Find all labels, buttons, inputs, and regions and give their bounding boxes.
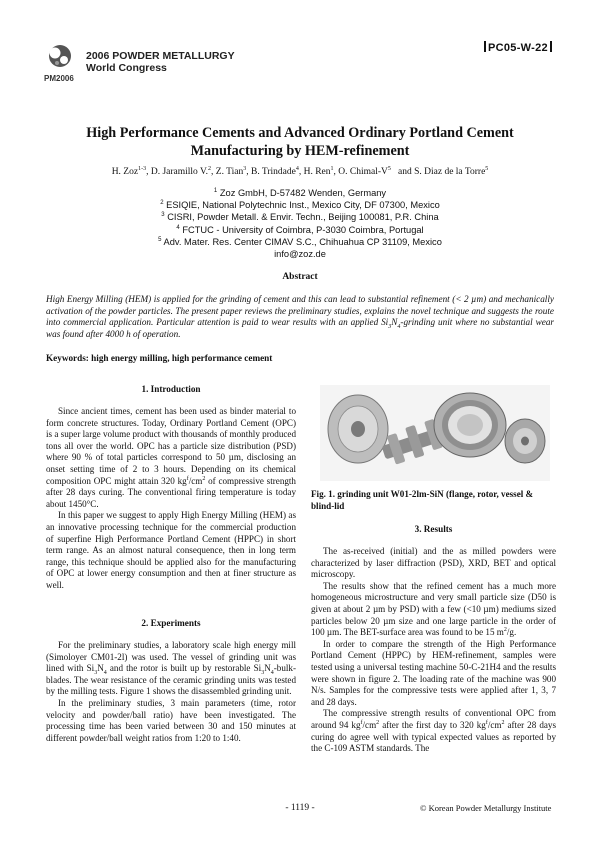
authors-and: and bbox=[398, 167, 412, 177]
affiliation: $^3$ CISRI, Powder Metall. & Envir. Techn., Beijing 100081, P.R. China bbox=[161, 212, 439, 223]
paragraph: The compressive strength results of conventional OPC from around 94 $kg^f/cm^2$ after the first day to 320 $kg^f/cm^2$ after 28 days curing do agree well with typical expected values as reported by the C-109 ASTM standards. The bbox=[311, 708, 556, 754]
author: Z. Tian bbox=[215, 167, 244, 177]
paper-code-text: PC05-W-22 bbox=[488, 42, 548, 54]
author-affil: 1 bbox=[330, 165, 334, 172]
bracket-bar-icon bbox=[550, 41, 552, 52]
paragraph: In the preliminary studies, 3 main parameters (time, rotor velocity and powder/ball ratio) have been investigated. The processing time has been varied between 30 and 150 minutes at different powder/ball weight ratios from 1:20 to 1:40. bbox=[46, 697, 296, 743]
paragraph: Since ancient times, cement has been used as binder material to form concrete structures. Today, Ordinary Portland Cement (OPC) is a super large volume product with thousands of monthly produced tons all over the world. OPC has a particle size distribution (PSD) where 90 % of total particles correspond to 50 µm, disclosing an onset setting time of 2 to 3 hours. Depending on its chemical composition OPC might attain 320 $kg^f/cm^2$ of compressive strength after 28 days curing. The conventional firing temperature is today about 1450°C. bbox=[46, 406, 296, 509]
title-line-1: High Performance Cements and Advanced Ordinary Portland Cement bbox=[86, 125, 514, 141]
experiments-body bbox=[46, 640, 296, 744]
conference-line-1: 2006 POWDER METALLURGY bbox=[86, 50, 235, 62]
author-affil: 4 bbox=[295, 165, 299, 172]
affiliation: $^2$ ESIQIE, National Polytechnic Inst., Mexico City, DF 07300, Mexico bbox=[160, 200, 440, 211]
conference-name bbox=[86, 50, 235, 74]
page-number: - 1119 - bbox=[285, 803, 315, 813]
logo-year: PM2006 bbox=[44, 74, 74, 83]
author-affil: 1-3 bbox=[138, 165, 147, 172]
author-affil: 3 bbox=[243, 165, 247, 172]
paragraph: For the preliminary studies, a laboratory scale high energy mill (Simoloyer CM01-2l) was used. The vessel of grinding unit was lined with $Si_3N_4$ and the rotor is built up by restorable $Si_3N_4-bulk$-blades. The wear resistance of the ceramic grinding units was tested by the milling tests. Figure 1 shows the disassembled grinding unit. bbox=[46, 640, 296, 697]
email[interactable]: info@zoz.de bbox=[274, 249, 326, 260]
paragraph: In order to compare the strength of the High Performance Portland Cement (HPPC) by HEM-refinement, samples were tested using a universal testing machine 50-C-21H4 and the results were shown in figure 2. The loading rate of the machine was 900 N/s. Samples for the compressive tests were applied after 1, 3, 7 and 28 days. bbox=[311, 638, 556, 707]
author-affil: 5 bbox=[387, 165, 391, 172]
affiliation: $^4$ FCTUC - University of Coimbra, P-3030 Coimbra, Portugal bbox=[176, 224, 424, 235]
paper-title bbox=[40, 124, 560, 160]
vessel bbox=[434, 393, 506, 457]
title-line-2: Manufacturing by HEM-refinement bbox=[190, 143, 410, 159]
keywords: Keywords: high energy milling, high performance cement bbox=[46, 353, 273, 363]
copyright-notice: © Korean Powder Metallurgy Institute bbox=[420, 803, 552, 813]
author-list: H. Zoz$^{1-3}$, D. Jaramillo V.$^2$, Z. Tian$^3$, B. Trindade$^4$, H. Ren$^1$, O. Chimal-$V^5$ and S. Diaz de la Torre$^5$ bbox=[111, 165, 489, 177]
abstract-text: High Energy Milling (HEM) is applied for the grinding of cement and this can lead to substantial refinement (< 2 µm) and mechanically activation of the powder particles. The present paper reviews the preliminary studies, explains the novel technique and suggests the route into commercial application. Particular attention is paid to wear results with an applied $Si_3N_4$-grinding unit where no substantial wear was found after 4000 h of operation. bbox=[46, 294, 554, 339]
blind-lid bbox=[505, 419, 545, 463]
section-heading-experiments: 2. Experiments bbox=[141, 618, 201, 628]
section-heading-results: 3. Results bbox=[414, 524, 453, 534]
abstract-heading: Abstract bbox=[282, 272, 318, 282]
results-body bbox=[311, 546, 556, 755]
author-affil: 5 bbox=[485, 165, 489, 172]
bracket-bar-icon bbox=[484, 41, 486, 52]
author-affil: 2 bbox=[208, 165, 212, 172]
author: H. Ren bbox=[303, 167, 331, 177]
conference-line-2: World Congress bbox=[86, 62, 167, 74]
affiliation-list bbox=[40, 187, 560, 260]
paragraph: In this paper we suggest to apply High Energy Milling (HEM) as an innovative processing technique for the commercial production of superfine High Performance Portland Cement (HPPC) in short term range. As an almost natural consequence, then in long term range, this technique should be applied also for the manufacturing of OPC at lower energy consumption and then at finer structure as well. bbox=[46, 510, 296, 590]
paragraph: The results show that the refined cement has a much more homogeneous microstructure and very small particle size (D50 is given at about 2 µm by PSD) with a few (<10 µm) mediums sized particles below 20 µm size and one large particle in the order of 100 µm. The BET-surface area was found to be 15 $m^2/g$. bbox=[311, 580, 556, 638]
paragraph: The as-received (initial) and the as milled powders were characterized by laser diffraction (PSD), XRD, BET and optical microscopy. bbox=[311, 546, 556, 580]
affiliation: $^1$ Zoz GmbH, D-57482 Wenden, Germany bbox=[213, 187, 387, 198]
author: S. Diaz de la Torre bbox=[414, 167, 486, 177]
author: O. Chimal-V bbox=[338, 167, 388, 177]
author: H. Zoz bbox=[111, 167, 139, 177]
author: B. Trindade bbox=[250, 167, 296, 177]
figure-caption: Fig. 1. grinding unit W01-2lm-SiN (flange, rotor, vessel & blind-lid bbox=[311, 489, 534, 511]
section-heading-introduction: 1. Introduction bbox=[141, 384, 201, 394]
author: D. Jaramillo V. bbox=[150, 167, 209, 177]
introduction-body bbox=[46, 406, 296, 592]
affiliation: $^5$ Adv. Mater. Res. Center CIMAV S.C., Chihuahua CP 31109, Mexico bbox=[158, 236, 442, 247]
grinding-unit-photo bbox=[320, 385, 550, 481]
paper-code bbox=[482, 41, 554, 54]
